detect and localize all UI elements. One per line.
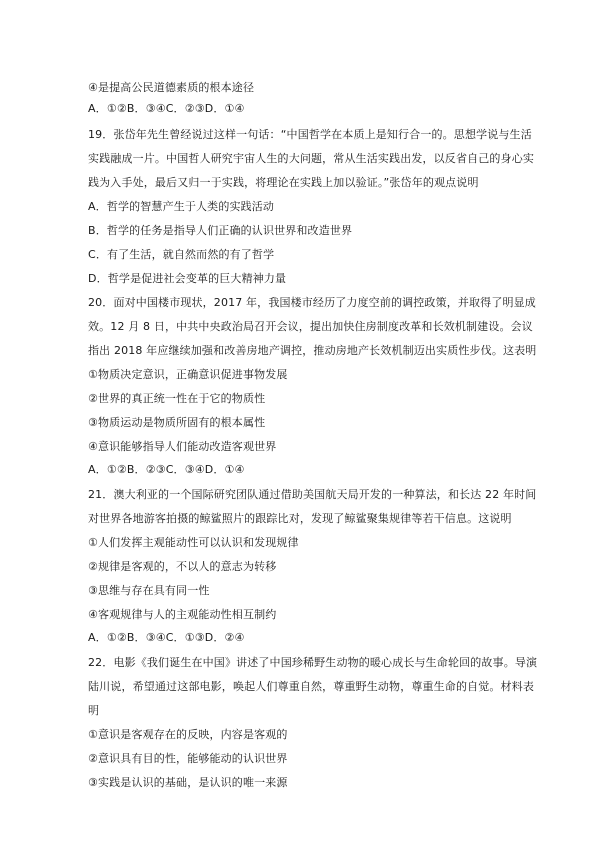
q18-answer-choices: A．①②B．③④C．②③D．①④ (88, 102, 245, 115)
q19-option-a: A．哲学的智慧产生于人类的实践活动 (88, 200, 275, 213)
q20-stem-line-1: 20．面对中国楼市现状，2017 年，我国楼市经历了力度空前的调控政策，并取得了明显成 (88, 296, 536, 309)
q21-option-3: ③思维与存在具有同一性 (88, 584, 210, 597)
q20-option-3: ③物质运动是物质所固有的根本属性 (88, 416, 266, 429)
q21-option-1: ①人们发挥主观能动性可以认识和发现规律 (88, 536, 299, 549)
q20-option-4: ④意识能够指导人们能动改造客观世界 (88, 440, 277, 453)
q20-answer-choices: A．①②B．②③C．③④D．①④ (88, 463, 245, 476)
q19-stem-line-3: 践为入手处，最后又归一于实践，将理论在实践上加以验证。”张岱年的观点说明 (88, 176, 479, 189)
q22-option-1: ①意识是客观存在的反映，内容是客观的 (88, 728, 288, 741)
q20-option-2: ②世界的真正统一性在于它的物质性 (88, 392, 266, 405)
q19-option-d: D．哲学是促进社会变革的巨大精神力量 (88, 272, 287, 285)
q20-stem-line-3: 指出 2018 年应继续加强和改善房地产调控，推动房地产长效机制迈出实质性步伐。这表明 (88, 344, 537, 357)
q19-option-c: C．有了生活，就自然而然的有了哲学 (88, 248, 275, 261)
q21-answer-choices: A．①②B．③④C．①③D．②④ (88, 631, 245, 644)
q20-stem-line-2: 效。12 月 8 日，中共中央政治局召开会议，提出加快住房制度改革和长效机制建设。会议 (88, 320, 533, 333)
q18-option-4: ④是提高公民道德素质的根本途径 (88, 81, 255, 94)
q19-option-b: B．哲学的任务是指导人们正确的认识世界和改造世界 (88, 224, 353, 237)
q21-option-2: ②规律是客观的，不以人的意志为转移 (88, 560, 277, 573)
q19-stem-line-2: 实践融成一片。中国哲人研究宇宙人生的大问题，常从生活实践出发，以反省自己的身心实 (88, 152, 534, 165)
q22-option-3: ③实践是认识的基础，是认识的唯一来源 (88, 776, 288, 789)
q22-stem-line-1: 22．电影《我们诞生在中国》讲述了中国珍稀野生动物的暖心成长与生命轮回的故事。导演 (88, 656, 538, 669)
q22-stem-line-3: 明 (88, 704, 100, 717)
q20-option-1: ①物质决定意识，正确意识促进事物发展 (88, 368, 288, 381)
q22-option-2: ②意识具有目的性，能够能动的认识世界 (88, 752, 288, 765)
q19-stem-line-1: 19．张岱年先生曾经说过这样一句话：“中国哲学在本质上是知行合一的。思想学说与生活 (88, 128, 532, 141)
q22-stem-line-2: 陆川说，希望通过这部电影，唤起人们尊重自然，尊重野生动物，尊重生命的自觉。材料表 (88, 680, 534, 693)
q21-option-4: ④客观规律与人的主观能动性相互制约 (88, 608, 277, 621)
q21-stem-line-1: 21．澳大利亚的一个国际研究团队通过借助美国航天局开发的一种算法，和长达 22 年时间 (88, 488, 537, 501)
q21-stem-line-2: 对世界各地游客拍摄的鲸鲨照片的跟踪比对，发现了鲸鲨聚集规律等若干信息。这说明 (88, 512, 512, 525)
